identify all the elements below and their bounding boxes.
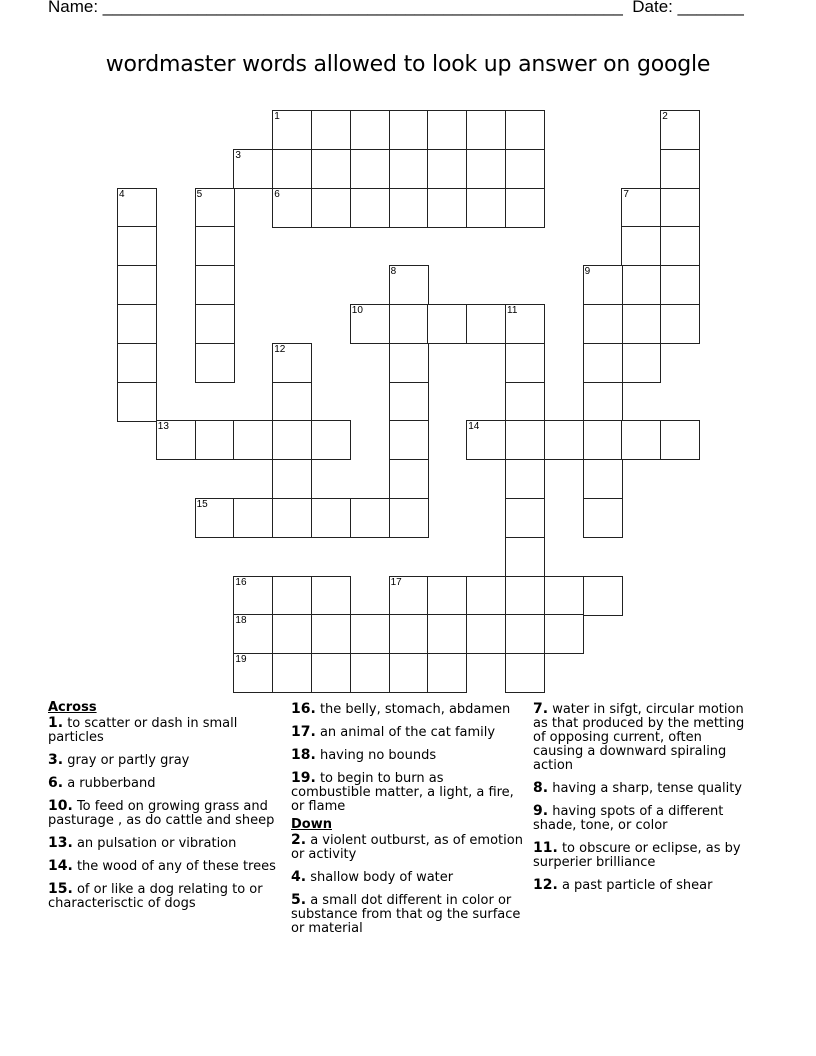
clue-down-12: 12. a past particle of shear xyxy=(533,877,713,893)
clue-across-13: 13. an pulsation or vibration xyxy=(48,835,237,851)
grid-cell[interactable] xyxy=(466,304,506,344)
grid-cell[interactable] xyxy=(389,188,429,228)
clue-down-7: 7. water in sifgt, circular motion as that produced by the metting of opposing current, often causing a downward spiraling action xyxy=(533,701,745,773)
grid-cell[interactable] xyxy=(311,188,351,228)
cell-number: 15 xyxy=(196,499,208,510)
grid-cell[interactable] xyxy=(389,498,429,538)
grid-cell[interactable] xyxy=(311,498,351,538)
grid-cell[interactable] xyxy=(660,265,700,305)
cell-number: 8 xyxy=(390,266,397,278)
clue-across-1: 1. to scatter or dash in small particles xyxy=(48,715,238,745)
clue-across-19: 19. to begin to burn as combustible matter, a light, a fire, or flame xyxy=(291,770,514,814)
grid-cell[interactable] xyxy=(233,149,273,189)
grid-cell[interactable] xyxy=(272,149,312,189)
grid-cell[interactable] xyxy=(505,304,545,344)
grid-cell[interactable] xyxy=(583,420,623,460)
clue-across-6: 6. a rubberband xyxy=(48,775,156,791)
clue-across-14: 14. the wood of any of these trees xyxy=(48,858,276,874)
cell-number: 13 xyxy=(157,421,169,433)
grid-cell[interactable] xyxy=(621,226,661,266)
grid-cell[interactable] xyxy=(195,343,235,383)
grid-cell[interactable] xyxy=(233,576,273,616)
grid-cell[interactable] xyxy=(272,343,312,383)
cell-number: 9 xyxy=(584,266,591,278)
grid-cell[interactable] xyxy=(505,110,545,150)
grid-cell[interactable] xyxy=(466,576,506,616)
grid-cell[interactable] xyxy=(389,382,429,422)
grid-cell[interactable] xyxy=(389,459,429,499)
grid-cell[interactable] xyxy=(195,420,235,460)
cell-number: 6 xyxy=(274,188,280,200)
grid-cell[interactable] xyxy=(621,420,661,460)
grid-cell[interactable] xyxy=(233,653,273,693)
grid-cell[interactable] xyxy=(583,343,623,383)
grid-cell[interactable] xyxy=(583,576,623,616)
grid-cell[interactable] xyxy=(195,498,235,538)
clue-down-8: 8. having a sharp, tense quality xyxy=(533,780,742,796)
cell-number: 3 xyxy=(235,149,241,161)
grid-cell[interactable] xyxy=(505,537,545,577)
clue-column-1 xyxy=(48,699,280,919)
grid-cell[interactable] xyxy=(272,420,312,460)
clue-across-3: 3. gray or partly gray xyxy=(48,752,190,768)
clue-down-11: 11. to obscure or eclipse, as by surperier brilliance xyxy=(533,840,741,870)
grid-cell[interactable] xyxy=(272,382,312,422)
grid-cell[interactable] xyxy=(117,304,157,344)
grid-cell[interactable] xyxy=(350,614,390,654)
cell-number: 19 xyxy=(235,654,247,666)
grid-cell[interactable] xyxy=(621,188,661,228)
grid-cell[interactable] xyxy=(466,420,506,460)
grid-cell[interactable] xyxy=(233,498,273,538)
clue-across-16: 16. the belly, stomach, abdamen xyxy=(291,701,511,717)
grid-cell[interactable] xyxy=(466,188,506,228)
grid-cell[interactable] xyxy=(389,343,429,383)
grid-cell[interactable] xyxy=(505,653,545,693)
cell-number: 16 xyxy=(235,576,247,588)
grid-cell[interactable] xyxy=(389,614,429,654)
grid-cell[interactable] xyxy=(505,420,545,460)
grid-cell[interactable] xyxy=(233,420,273,460)
clue-down-2: 2. a violent outburst, as of emotion or activity xyxy=(291,832,523,862)
cell-number: 14 xyxy=(468,421,480,433)
cell-number: 1 xyxy=(274,111,280,122)
grid-cell[interactable] xyxy=(389,149,429,189)
grid-cell[interactable] xyxy=(389,265,429,305)
grid-cell[interactable] xyxy=(389,420,429,460)
cell-number: 17 xyxy=(390,576,402,588)
grid-cell[interactable] xyxy=(272,576,312,616)
cell-number: 18 xyxy=(235,615,247,627)
grid-cell[interactable] xyxy=(544,614,584,654)
clue-down-5: 5. a small dot different in color or substance from that og the surface or material xyxy=(291,892,521,936)
grid-cell[interactable] xyxy=(117,265,157,305)
grid-cell[interactable] xyxy=(156,420,196,460)
grid-cell[interactable] xyxy=(272,110,312,150)
clue-down-9: 9. having spots of a different shade, tone, or color xyxy=(533,803,724,833)
grid-cell[interactable] xyxy=(389,110,429,150)
down-heading: Down xyxy=(291,817,332,832)
cell-number: 11 xyxy=(507,305,518,316)
grid-cell[interactable] xyxy=(505,382,545,422)
grid-cell[interactable] xyxy=(311,110,351,150)
clue-down-4: 4. shallow body of water xyxy=(291,869,454,885)
clue-across-17: 17. an animal of the cat family xyxy=(291,724,496,740)
clue-across-10: 10. To feed on growing grass and pasturage , as do cattle and sheep xyxy=(48,798,275,828)
grid-cell[interactable] xyxy=(195,188,235,228)
grid-cell[interactable] xyxy=(272,614,312,654)
grid-cell[interactable] xyxy=(389,576,429,616)
grid-cell[interactable] xyxy=(389,304,429,344)
grid-cell[interactable] xyxy=(233,614,273,654)
grid-cell[interactable] xyxy=(583,459,623,499)
grid-cell[interactable] xyxy=(311,576,351,616)
grid-cell[interactable] xyxy=(505,576,545,616)
clue-across-18: 18. having no bounds xyxy=(291,747,437,763)
grid-cell[interactable] xyxy=(505,188,545,228)
name-blank[interactable]: _______________________________________________________ xyxy=(98,0,628,16)
grid-cell[interactable] xyxy=(466,149,506,189)
grid-cell[interactable] xyxy=(505,614,545,654)
date-label: Date: xyxy=(627,0,673,16)
grid-cell[interactable] xyxy=(544,420,584,460)
cell-number: 7 xyxy=(623,188,629,200)
date-blank[interactable]: _______ xyxy=(672,0,744,16)
grid-cell[interactable] xyxy=(505,343,545,383)
grid-cell[interactable] xyxy=(427,653,467,693)
grid-cell[interactable] xyxy=(350,498,390,538)
cell-number: 4 xyxy=(119,188,125,200)
grid-cell[interactable] xyxy=(660,188,700,228)
grid-cell[interactable] xyxy=(272,498,312,538)
cell-number: 10 xyxy=(351,305,363,316)
grid-cell[interactable] xyxy=(583,498,623,538)
grid-cell[interactable] xyxy=(272,459,312,499)
grid-cell[interactable] xyxy=(117,343,157,383)
cell-number: 12 xyxy=(274,343,286,355)
grid-cell[interactable] xyxy=(350,149,390,189)
grid-cell[interactable] xyxy=(621,265,661,305)
grid-cell[interactable] xyxy=(583,382,623,422)
grid-cell[interactable] xyxy=(505,498,545,538)
grid-cell[interactable] xyxy=(505,459,545,499)
clue-column-3 xyxy=(533,699,753,901)
grid-cell[interactable] xyxy=(544,576,584,616)
cell-number: 5 xyxy=(196,188,203,200)
grid-cell[interactable] xyxy=(466,614,506,654)
clue-across-15: 15. of or like a dog relating to or characterisctic of dogs xyxy=(48,881,263,911)
name-label: Name: xyxy=(48,0,99,16)
grid-cell[interactable] xyxy=(311,614,351,654)
grid-cell[interactable] xyxy=(350,304,390,344)
grid-cell[interactable] xyxy=(660,226,700,266)
page-title: wordmaster words allowed to look up answer on google xyxy=(105,52,711,77)
grid-cell[interactable] xyxy=(427,110,467,150)
grid-cell[interactable] xyxy=(427,149,467,189)
grid-cell[interactable] xyxy=(389,653,429,693)
grid-cell[interactable] xyxy=(427,304,467,344)
grid-cell[interactable] xyxy=(621,304,661,344)
cell-number: 2 xyxy=(662,111,668,122)
grid-cell[interactable] xyxy=(195,304,235,344)
grid-cell[interactable] xyxy=(350,188,390,228)
grid-cell[interactable] xyxy=(505,149,545,189)
grid-cell[interactable] xyxy=(117,188,157,228)
grid-cell[interactable] xyxy=(583,265,623,305)
grid-cell[interactable] xyxy=(272,188,312,228)
grid-cell[interactable] xyxy=(660,110,700,150)
grid-cell[interactable] xyxy=(117,226,157,266)
grid-cell[interactable] xyxy=(466,110,506,150)
grid-cell[interactable] xyxy=(427,576,467,616)
grid-cell[interactable] xyxy=(660,304,700,344)
grid-cell[interactable] xyxy=(311,653,351,693)
grid-cell[interactable] xyxy=(350,110,390,150)
clue-column-2 xyxy=(291,699,523,944)
grid-cell[interactable] xyxy=(621,343,661,383)
grid-cell[interactable] xyxy=(195,265,235,305)
grid-cell[interactable] xyxy=(583,304,623,344)
grid-cell[interactable] xyxy=(350,653,390,693)
across-heading: Across xyxy=(48,700,97,715)
grid-cell[interactable] xyxy=(660,420,700,460)
grid-cell[interactable] xyxy=(272,653,312,693)
grid-cell[interactable] xyxy=(311,149,351,189)
grid-cell[interactable] xyxy=(427,188,467,228)
grid-cell[interactable] xyxy=(195,226,235,266)
grid-cell[interactable] xyxy=(311,420,351,460)
grid-cell[interactable] xyxy=(660,149,700,189)
grid-cell[interactable] xyxy=(427,614,467,654)
grid-cell[interactable] xyxy=(117,382,157,422)
